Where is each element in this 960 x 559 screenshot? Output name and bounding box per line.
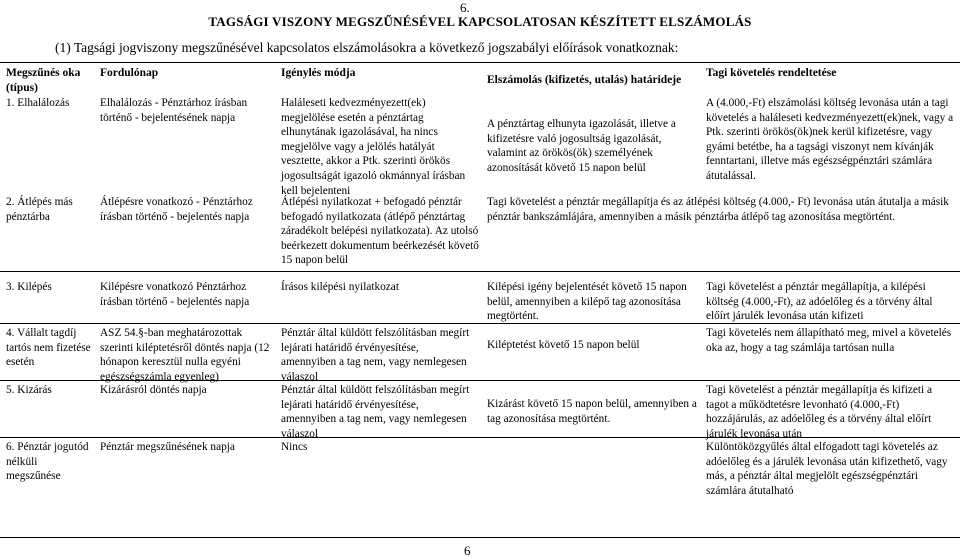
r1-date: Elhalálozás - Pénztárhoz írásban történő - bejelentésének napja [100, 97, 248, 124]
r5-deadline: Kizárást követő 15 napon belül, amennyiben a tag azonosítása megtörtént. [487, 398, 697, 425]
r5-date: Kizárásról döntés napja [100, 384, 207, 396]
r2-method: Átlépési nyilatkozat + befogadó pénztár befogadó nyilatkozata (átlépő pénztártag záradékolt belépési nyilatkozata). Az utolsó beérkezett dokumentum beérkezését követő 15 napon belül [281, 196, 479, 267]
r4-method: Pénztár által küldött felszólításban megírt lejárati határidő érvényesítése, amennyiben a tag nem, vagy nemlegesen válaszol [281, 327, 470, 383]
r2-date: Átlépésre vonatkozó - Pénztárhoz írásban történő - bejelentés napja [100, 196, 253, 223]
r5-purpose: Tagi követelést a pénztár megállapítja és kifizeti a tagot a működtetésre levonható (4.000,-Ft) hozzájárulás, az adóelőleg és a törvény által előírt járulék levonása után [706, 384, 932, 440]
r6-type: 6. Pénztár jogutód nélküli megszűnése [6, 441, 89, 483]
r4-deadline: Kiléptetést követő 15 napon belül [487, 339, 640, 351]
header-purpose: Tagi követelés rendeltetése [706, 67, 837, 79]
r6-date: Pénztár megszűnésének napja [100, 441, 235, 453]
r4-purpose: Tagi követelés nem állapítható meg, mivel a követelés oka az, hogy a tag számlája tartósan nulla [706, 327, 952, 354]
r4-type: 4. Vállalt tagdíj tartós nem fizetése esetén [6, 327, 91, 369]
r5-method: Pénztár által küldött felszólításban megírt lejárati határidő érvényesítése, amennyiben a tag nem, vagy nemlegesen válaszol [281, 384, 470, 440]
r2-type: 2. Átlépés más pénztárba [6, 196, 73, 223]
intro-paragraph: (1) Tagsági jogviszony megszűnésével kapcsolatos elszámolásokra a következő jogszabályi előírások vonatkoznak: [55, 40, 679, 55]
header-method: Igénylés módja [281, 67, 356, 79]
header-deadline: Elszámolás (kifizetés, utalás) határideje [487, 74, 682, 86]
r3-date: Kilépésre vonatkozó Pénztárhoz írásban történő - bejelentés napja [100, 281, 250, 308]
r6-method: Nincs [281, 441, 308, 453]
r1-deadline: A pénztártag elhunyta igazolását, illetve a kifizetésre való jogosultság igazolását, valamint az örökös(ök) személyének azonosítását követő 15 napon belül [487, 118, 676, 174]
r2-deadline-purpose: Tagi követelést a pénztár megállapítja és az átlépési költség (4.000,- Ft) levonása után átutalja a másik pénztár bankszámlájára, amennyiben a másik pénztárba átlépő tag azonosítása megtörtént. [487, 196, 949, 223]
page-number-bottom: 6 [464, 543, 471, 558]
table-bottom-rule [0, 271, 960, 272]
header-date: Fordulónap [100, 67, 159, 79]
row-rule-r6 [0, 537, 960, 538]
document-title: TAGSÁGI VISZONY MEGSZŰNÉSÉVEL KAPCSOLATOSAN KÉSZÍTETT ELSZÁMOLÁS [208, 14, 752, 29]
r3-type: 3. Kilépés [6, 281, 52, 293]
table-top-rule [0, 62, 960, 63]
r4-date: ASZ 54.§-ban meghatározottak szerinti kiléptetésről döntés napja (12 hónapon keresztül nulla egyéni egészségszámla egyenleg) [100, 327, 270, 383]
r1-type: 1. Elhalálozás [6, 97, 70, 109]
r3-deadline: Kilépési igény bejelentését követő 15 napon belül, amennyiben a kilépő tag azonosítása megtörtént. [487, 281, 687, 323]
r3-method: Írásos kilépési nyilatkozat [281, 281, 399, 293]
r6-purpose: Különtöközgyűlés által elfogadott tagi követelés az adóelőleg és a járulék levonása után kifizethető, vagy más, a pénztár által megjelölt egészségpénztári számlára átutalható [706, 441, 948, 497]
r1-purpose: A (4.000,-Ft) elszámolási költség levonása után a tagi követelés a haláleseti kedvezményezett(ek)nek, vagy a Ptk. szerinti örökös(ök)nek kerül kifizetésre, vagy gyámi betétbe, ha a tagsági viszonyt nem kívánják fenntartani, illetve más egészségpénztári számlára átutalással. [706, 97, 954, 182]
r5-type: 5. Kizárás [6, 384, 52, 396]
r3-purpose: Tagi követelést a pénztár megállapítja, a kilépési költség (4.000,-Ft), az adóelőleg és a törvény által előírt járulék levonása után kifizeti [706, 281, 933, 323]
r1-method: Haláleseti kedvezményezett(ek) megjelölése esetén a pénztártag elhunytának igazolásával, ha nincs megjelölve vagy a jelölés hatályát vesztette, akkor a Ptk. szerinti örökös jogosultságát igazoló okmánnyal írásban kell bejelenteni [281, 97, 466, 197]
page-number-top: 6. [460, 0, 470, 15]
header-type: Megszűnés oka (típus) [6, 67, 81, 94]
